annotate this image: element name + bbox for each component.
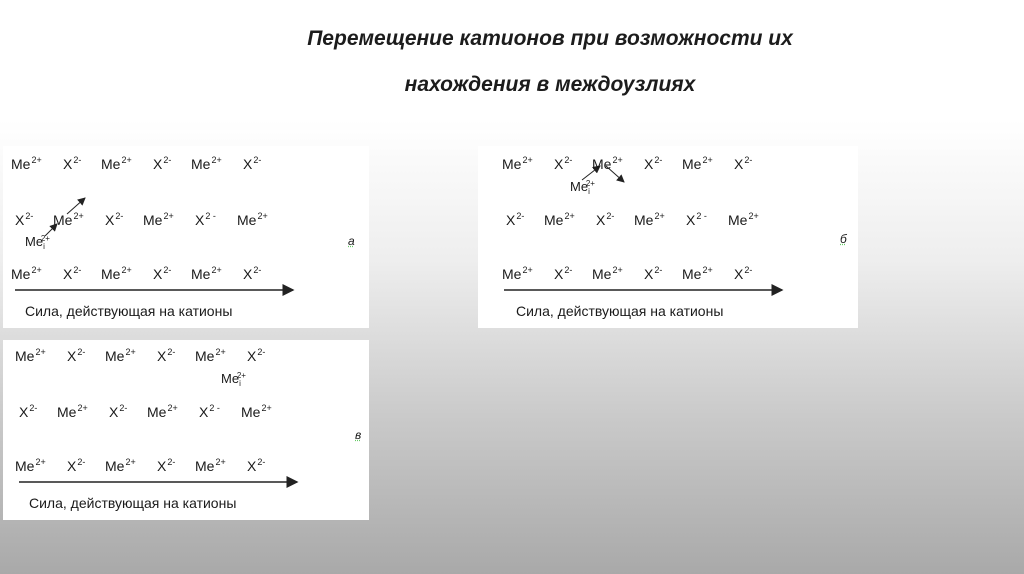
ion-me: $Me^{2+}$ bbox=[15, 457, 46, 474]
ion-me: $Me^{2+}$ bbox=[544, 211, 575, 228]
ion-x: $X^{2-}$ bbox=[63, 265, 82, 282]
ion-me: $Me^{2+}$ bbox=[105, 457, 136, 474]
ion-x: $X^{2-}$ bbox=[644, 155, 663, 172]
ion-me: $Me^{2+}$ bbox=[502, 265, 533, 282]
ion-me-interstitial: $Me_i^{2+}$ bbox=[221, 371, 246, 388]
ion-x: $X^{2-}$ bbox=[734, 155, 753, 172]
ion-x: $X^{2 -}$ bbox=[195, 211, 216, 228]
ion-me: $Me^{2+}$ bbox=[105, 347, 136, 364]
panel-b-arrows bbox=[478, 146, 858, 328]
ion-me: $Me^{2+}$ bbox=[682, 155, 713, 172]
ion-x: $X^{2-}$ bbox=[157, 457, 176, 474]
ion-x: $X^{2-}$ bbox=[157, 347, 176, 364]
ion-me: $Me^{2+}$ bbox=[11, 155, 42, 172]
panel-letter: в bbox=[355, 428, 362, 442]
force-caption: Сила, действующая на катионы bbox=[25, 303, 233, 319]
ion-x: $X^{2 -}$ bbox=[686, 211, 707, 228]
ion-me: $Me^{2+}$ bbox=[143, 211, 174, 228]
ion-x: $X^{2-}$ bbox=[247, 347, 266, 364]
panel-c bbox=[3, 340, 369, 520]
ion-me: $Me^{2+}$ bbox=[15, 347, 46, 364]
ion-x: $X^{2-}$ bbox=[67, 347, 86, 364]
ion-me: $Me^{2+}$ bbox=[191, 265, 222, 282]
ion-x: $X^{2-}$ bbox=[243, 265, 262, 282]
panel-a bbox=[3, 146, 369, 328]
ion-me-interstitial: $Me_i^{2+}$ bbox=[570, 179, 595, 196]
ion-x: $X^{2-}$ bbox=[153, 155, 172, 172]
panel-b bbox=[478, 146, 858, 328]
ion-me: $Me^{2+}$ bbox=[191, 155, 222, 172]
force-caption: Сила, действующая на катионы bbox=[516, 303, 724, 319]
ion-me: $Me^{2+}$ bbox=[241, 403, 272, 420]
ion-me: $Me^{2+}$ bbox=[237, 211, 268, 228]
ion-me: $Me^{2+}$ bbox=[592, 155, 623, 172]
panel-c-arrows bbox=[3, 340, 369, 520]
ion-me: $Me^{2+}$ bbox=[502, 155, 533, 172]
ion-x: $X^{2-}$ bbox=[554, 265, 573, 282]
ion-x: $X^{2-}$ bbox=[247, 457, 266, 474]
ion-x: $X^{2-}$ bbox=[243, 155, 262, 172]
ion-me: $Me^{2+}$ bbox=[53, 211, 84, 228]
ion-x: $X^{2-}$ bbox=[734, 265, 753, 282]
ion-me: $Me^{2+}$ bbox=[195, 347, 226, 364]
ion-x: $X^{2-}$ bbox=[63, 155, 82, 172]
ion-me: $Me^{2+}$ bbox=[195, 457, 226, 474]
ion-me: $Me^{2+}$ bbox=[101, 155, 132, 172]
slide-title-line-2: нахождения в междоузлиях bbox=[404, 73, 696, 96]
ion-me: $Me^{2+}$ bbox=[592, 265, 623, 282]
ion-me: $Me^{2+}$ bbox=[11, 265, 42, 282]
ion-x: $X^{2-}$ bbox=[644, 265, 663, 282]
ion-me: $Me^{2+}$ bbox=[147, 403, 178, 420]
ion-me: $Me^{2+}$ bbox=[57, 403, 88, 420]
ion-x: $X^{2 -}$ bbox=[199, 403, 220, 420]
slide-title-line-1: Перемещение катионов при возможности их bbox=[307, 27, 793, 50]
ion-x: $X^{2-}$ bbox=[109, 403, 128, 420]
ion-me: $Me^{2+}$ bbox=[634, 211, 665, 228]
force-caption: Сила, действующая на катионы bbox=[29, 495, 237, 511]
ion-x: $X^{2-}$ bbox=[15, 211, 34, 228]
panel-letter: а bbox=[348, 234, 355, 248]
ion-x: $X^{2-}$ bbox=[554, 155, 573, 172]
ion-x: $X^{2-}$ bbox=[19, 403, 38, 420]
panel-a-arrows bbox=[3, 146, 369, 328]
ion-x: $X^{2-}$ bbox=[67, 457, 86, 474]
ion-x: $X^{2-}$ bbox=[153, 265, 172, 282]
ion-me: $Me^{2+}$ bbox=[101, 265, 132, 282]
ion-me: $Me^{2+}$ bbox=[682, 265, 713, 282]
ion-x: $X^{2-}$ bbox=[105, 211, 124, 228]
ion-x: $X^{2-}$ bbox=[596, 211, 615, 228]
ion-x: $X^{2-}$ bbox=[506, 211, 525, 228]
ion-me: $Me^{2+}$ bbox=[728, 211, 759, 228]
panel-letter: б bbox=[840, 232, 847, 246]
ion-me-interstitial: $Me_i^{2+}$ bbox=[25, 234, 50, 251]
